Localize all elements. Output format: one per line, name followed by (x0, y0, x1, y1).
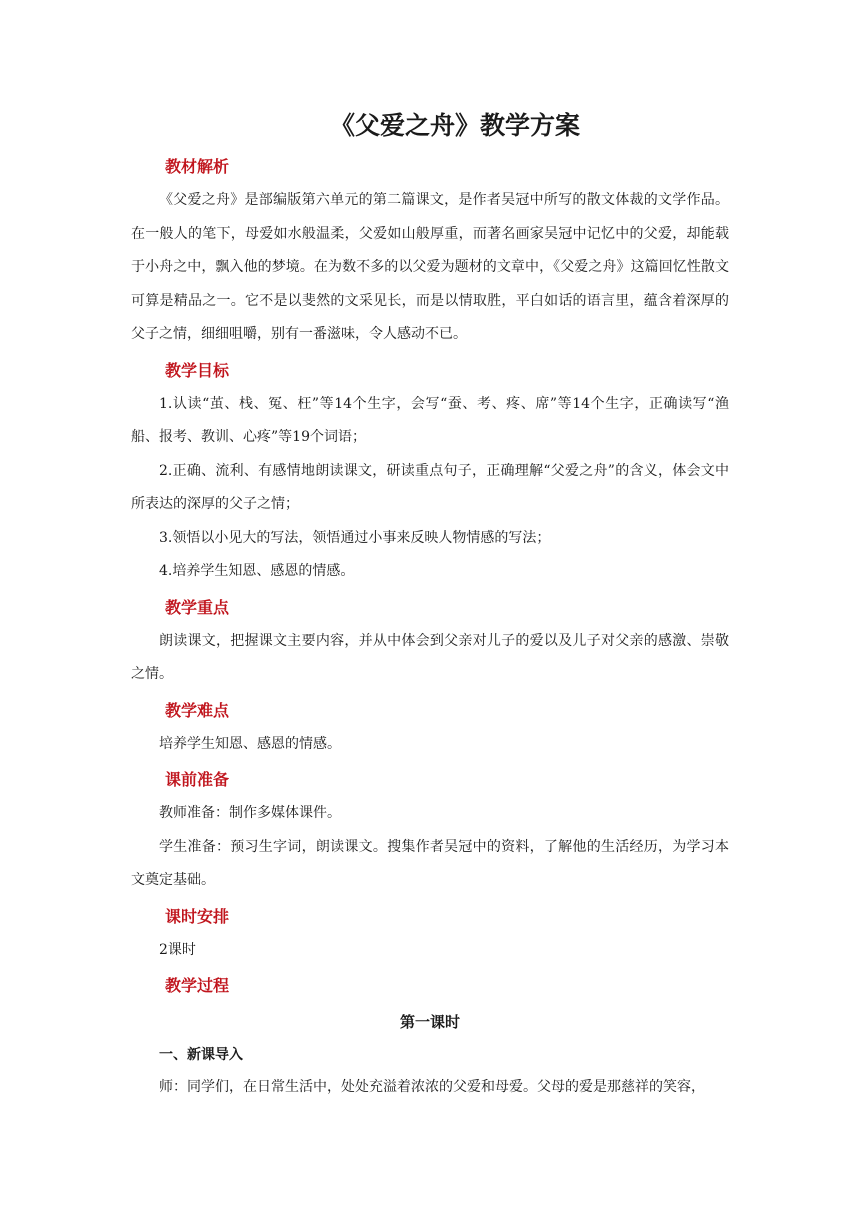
schedule-paragraph: 2课时 (159, 941, 196, 958)
lesson-title: 第一课时 (399, 1013, 460, 1031)
goal-item-2: 2.正确、流利、有感情地朗读课文，研读重点句子，正确理解“父爱之舟”的含义，体会文中所表达的深厚的父子之情； (131, 462, 729, 512)
teacher-preparation: 教师准备：制作多媒体课件。 (159, 805, 341, 821)
goal-item-4: 4.培养学生知恩、感恩的情感。 (159, 563, 355, 579)
key-points-paragraph: 朗读课文，把握课文主要内容，并从中体会到父亲对儿子的爱以及儿子对父亲的感激、崇敬之情。 (131, 632, 729, 682)
goal-item-1: 1.认读“茧、栈、冤、枉”等14个生字，会写“蚕、考、疼、席”等14个生字，正确读写“渔船、报考、教训、心疼”等19个词语； (131, 395, 729, 445)
difficulties-paragraph: 培养学生知恩、感恩的情感。 (159, 735, 341, 752)
section-heading-analysis: 教材解析 (165, 157, 230, 176)
document-body (131, 104, 729, 1105)
section-heading-process: 教学过程 (165, 976, 230, 995)
section-heading-goals: 教学目标 (165, 360, 230, 380)
part-title: 一、新课导入 (159, 1047, 243, 1063)
student-preparation: 学生准备：预习生字词，朗读课文。搜集作者吴冠中的资料，了解他的生活经历，为学习本文奠定基础。 (131, 838, 729, 888)
goal-item-3: 3.领悟以小见大的写法，领悟通过小事来反映人物情感的写法； (159, 529, 551, 546)
section-heading-difficulties: 教学难点 (165, 700, 230, 720)
section-heading-preparation: 课前准备 (165, 770, 230, 789)
section-heading-key-points: 教学重点 (165, 597, 230, 617)
document-title: 《父爱之舟》教学方案 (329, 111, 580, 140)
section-heading-schedule: 课时安排 (165, 906, 230, 926)
analysis-paragraph: 《父爱之舟》是部编版第六单元的第二篇课文，是作者吴冠中所写的散文体裁的文学作品。在一般人的笔下，母爱如水般温柔，父爱如山般厚重，而著名画家吴冠中记忆中的父爱，却能载于小舟之中，飘入他的梦境。在为数不多的以父爱为题材的文章中，《父爱之舟》这篇回忆性散文可算是精品之一。它不是以斐然的文采见长，而是以情取胜，平白如话的语言里，蕴含着深厚的父子之情，细细咀嚼，别有一番滋味，令人感动不已。 (131, 192, 729, 342)
intro-paragraph: 师：同学们，在日常生活中，处处充溢着浓浓的父爱和母爱。父母的爱是那慈祥的笑容， (159, 1079, 705, 1095)
